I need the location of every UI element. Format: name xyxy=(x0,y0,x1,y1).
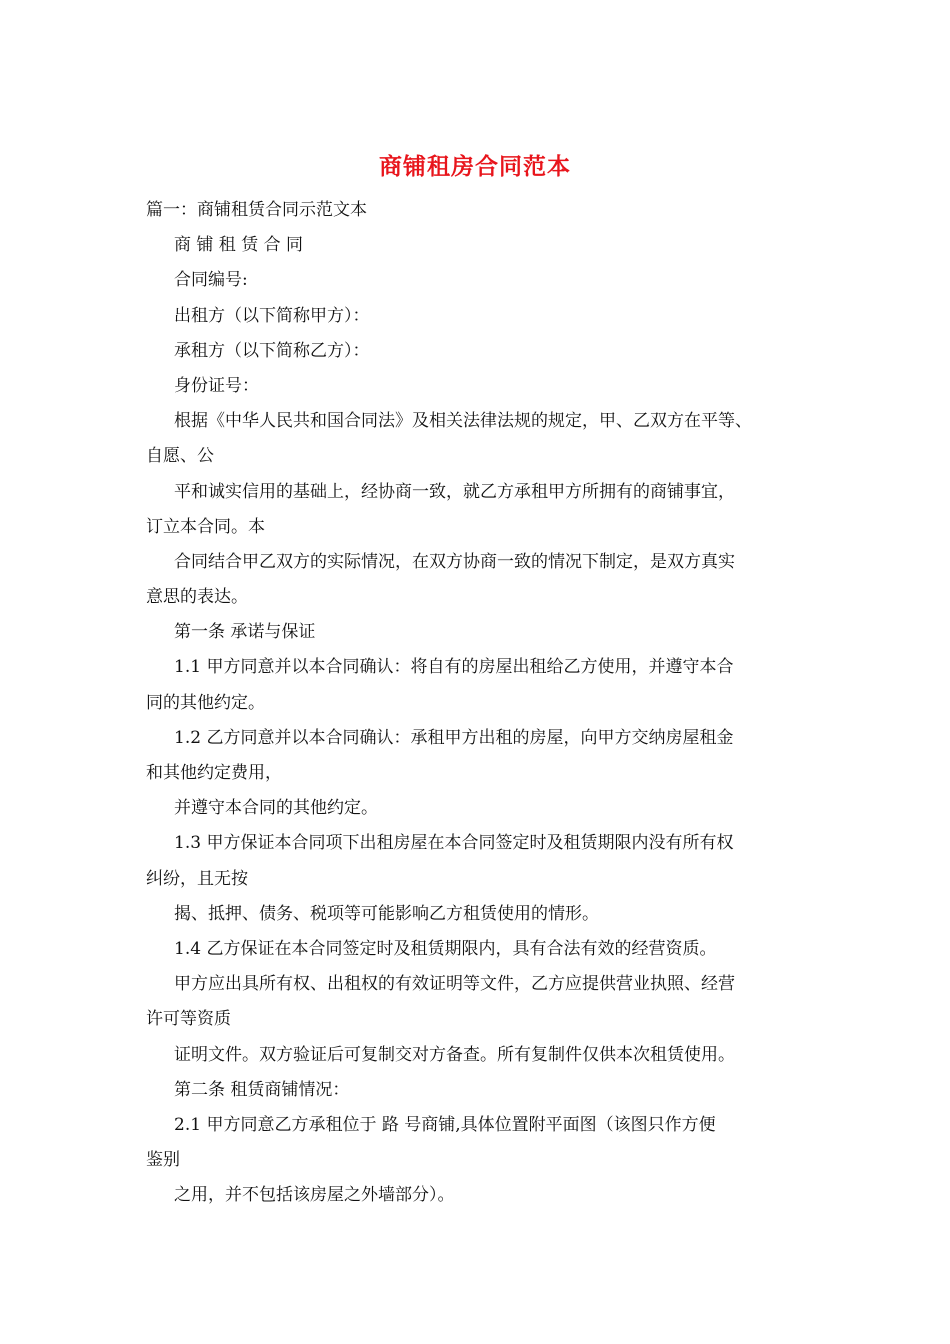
document-line: 商 铺 租 赁 合 同 xyxy=(174,235,304,256)
document-line: 鉴别 xyxy=(146,1150,180,1171)
document-line: 第一条 承诺与保证 xyxy=(174,622,316,643)
document-line: 2.1 甲方同意乙方承租位于 路 号商铺,具体位置附平面图（该图只作方便 xyxy=(174,1114,716,1135)
document-line: 第二条 租赁商铺情况： xyxy=(174,1079,350,1100)
document-line: 和其他约定费用， xyxy=(146,763,282,783)
document-line: 合同编号: xyxy=(174,270,248,291)
document-line: 订立本合同。本 xyxy=(146,516,265,537)
document-line: 平和诚实信用的基础上，经协商一致，就乙方承租甲方所拥有的商铺事宜， xyxy=(174,481,735,502)
document-line: 1.3 甲方保证本合同项下出租房屋在本合同签定时及租赁期限内没有所有权 xyxy=(174,833,734,854)
document-line: 根据《中华人民共和国合同法》及相关法律法规的规定，甲、乙双方在平等、 xyxy=(174,411,752,432)
document-line: 意思的表达。 xyxy=(146,587,248,608)
document-line: 承租方（以下简称乙方）： xyxy=(174,340,370,361)
document-line: 1.1 甲方同意并以本合同确认：将自有的房屋出租给乙方使用，并遵守本合 xyxy=(174,657,734,678)
document-line: 甲方应出具所有权、出租权的有效证明等文件，乙方应提供营业执照、经营 xyxy=(174,974,735,995)
document-line: 许可等资质 xyxy=(146,1009,231,1030)
document-line: 出租方（以下简称甲方）： xyxy=(174,305,370,326)
document-line: 合同结合甲乙双方的实际情况，在双方协商一致的情况下制定，是双方真实 xyxy=(174,551,735,572)
document-line: 1.2 乙方同意并以本合同确认：承租甲方出租的房屋，向甲方交纳房屋租金 xyxy=(174,727,734,748)
document-line: 并遵守本合同的其他约定。 xyxy=(174,798,378,819)
document-line: 同的其他约定。 xyxy=(146,692,265,713)
document-line: 纠纷，且无按 xyxy=(146,868,248,889)
document-line: 身份证号： xyxy=(174,375,259,396)
document-line: 证明文件。双方验证后可复制交对方备查。所有复制件仅供本次租赁使用。 xyxy=(174,1044,735,1065)
document-line: 1.4 乙方保证在本合同签定时及租赁期限内，具有合法有效的经营资质。 xyxy=(174,938,717,959)
document-line: 之用，并不包括该房屋之外墙部分）。 xyxy=(174,1185,455,1206)
document-body xyxy=(146,193,826,1213)
document-line: 篇一：商铺租赁合同示范文本 xyxy=(146,200,367,220)
document-line: 自愿、公 xyxy=(146,446,214,467)
document-title: 商铺租房合同范本 xyxy=(379,154,571,180)
document-line: 揭、抵押、债务、税项等可能影响乙方租赁使用的情形。 xyxy=(174,903,599,924)
